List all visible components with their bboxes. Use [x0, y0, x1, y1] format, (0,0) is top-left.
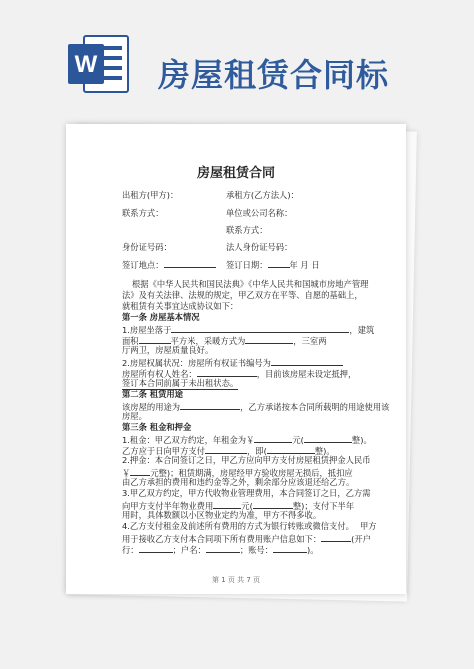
intro-line-2: 法》及有关法律、法规的规定，甲乙双方在平等、自愿的基础上， [122, 290, 363, 300]
document-title: 房屋租赁合同 [196, 166, 275, 181]
s1-line-5: 房屋所有权人姓名： ，目前该房屋未设定抵押， [122, 369, 357, 379]
s1-line-4: 2.房屋权属状况：房屋所有权证书编号为 [122, 356, 343, 369]
s3-line-1: 1.租金：甲乙双方约定，年租金为￥ 元( 整)。 [122, 435, 372, 445]
section-3-heading: 第三条 租金和押金 [122, 422, 192, 432]
page-footer: 第 1 页 共 7 页 [211, 576, 261, 584]
legal-id-label: 法人身份证号码： [226, 242, 293, 252]
s3-line-9: 4.乙方支付租金及前述所有费用的方式为银行转账或微信支付。 甲方 [122, 521, 377, 531]
intro-line-3: 就租赁有关事宜达成协议如下： [122, 301, 239, 311]
s1-line-2: 面积 平方米，采暖方式为 ，三室两 [122, 336, 327, 346]
lessor-contact-label: 联系方式： [122, 208, 164, 218]
lessee-label: 承租方(乙方法人)： [226, 190, 299, 200]
s3-line-10: 用于接收乙方支付本合同项下所有费用账户信息如下： (开户 [122, 534, 371, 544]
s2-line-1: 该房屋的用途为 ，乙方承诺按本合同所载明的用途使用该 [122, 402, 390, 412]
lessor-label: 出租方(甲方)： [122, 190, 179, 200]
s3-line-5: 由乙方承担的费用和违约金等之外，剩余部分应该退还给乙方。 [122, 477, 355, 487]
s3-line-7: 向甲方支付半年物业费用 元( 整)；支付下半年 [122, 501, 355, 511]
company-name-label: 单位或公司名称： [226, 208, 293, 218]
sign-date-label: 签订日期： 年 月 日 [226, 260, 320, 270]
banner [0, 0, 474, 106]
s3-line-11: 行： ；户名： ；账号： )。 [122, 545, 319, 555]
s3-line-4: ￥ 元整)；租赁期满，房屋经甲方验收房屋无损后，抵扣应 [122, 468, 353, 478]
s3-line-8: 用时，具体数额以小区物业定约为准，甲方不得多收。 [122, 510, 322, 520]
banner-title: 房屋租赁合同标 [158, 56, 390, 94]
lessor-id-label: 身份证号码： [122, 242, 172, 252]
lessee-contact-label: 联系方式： [226, 225, 268, 235]
svg-text:W: W [74, 51, 98, 78]
s2-line-2: 房屋。 [122, 411, 147, 421]
word-icon [68, 34, 130, 94]
sign-place-label: 签订地点： [122, 258, 216, 271]
section-1-heading: 第一条 房屋基本情况 [122, 312, 200, 322]
s3-line-6: 3.甲乙双方约定，甲方代收物业管理费用，本合同签订之日，乙方需 [122, 488, 371, 498]
s3-line-3: 2.押金：本合同签订之日，甲乙方应向甲方支付房屋租赁押金人民币 [122, 455, 371, 465]
intro-line-1: 根据《中华人民共和国民法典》《中华人民共和国城市房地产管理 [132, 279, 369, 289]
document-page [66, 124, 406, 594]
section-2-heading: 第二条 租赁用途 [122, 389, 183, 399]
s1-line-1: 1.房屋坐落于 ，建筑 [122, 325, 375, 335]
s3-line-2: 乙方应于日向甲方支付 ，即( 整)。 [122, 446, 335, 456]
s1-line-6: 签订本合同前属于未出租状态。 [122, 378, 239, 388]
s1-line-3: 厅两卫，房屋质量良好。 [122, 345, 214, 355]
